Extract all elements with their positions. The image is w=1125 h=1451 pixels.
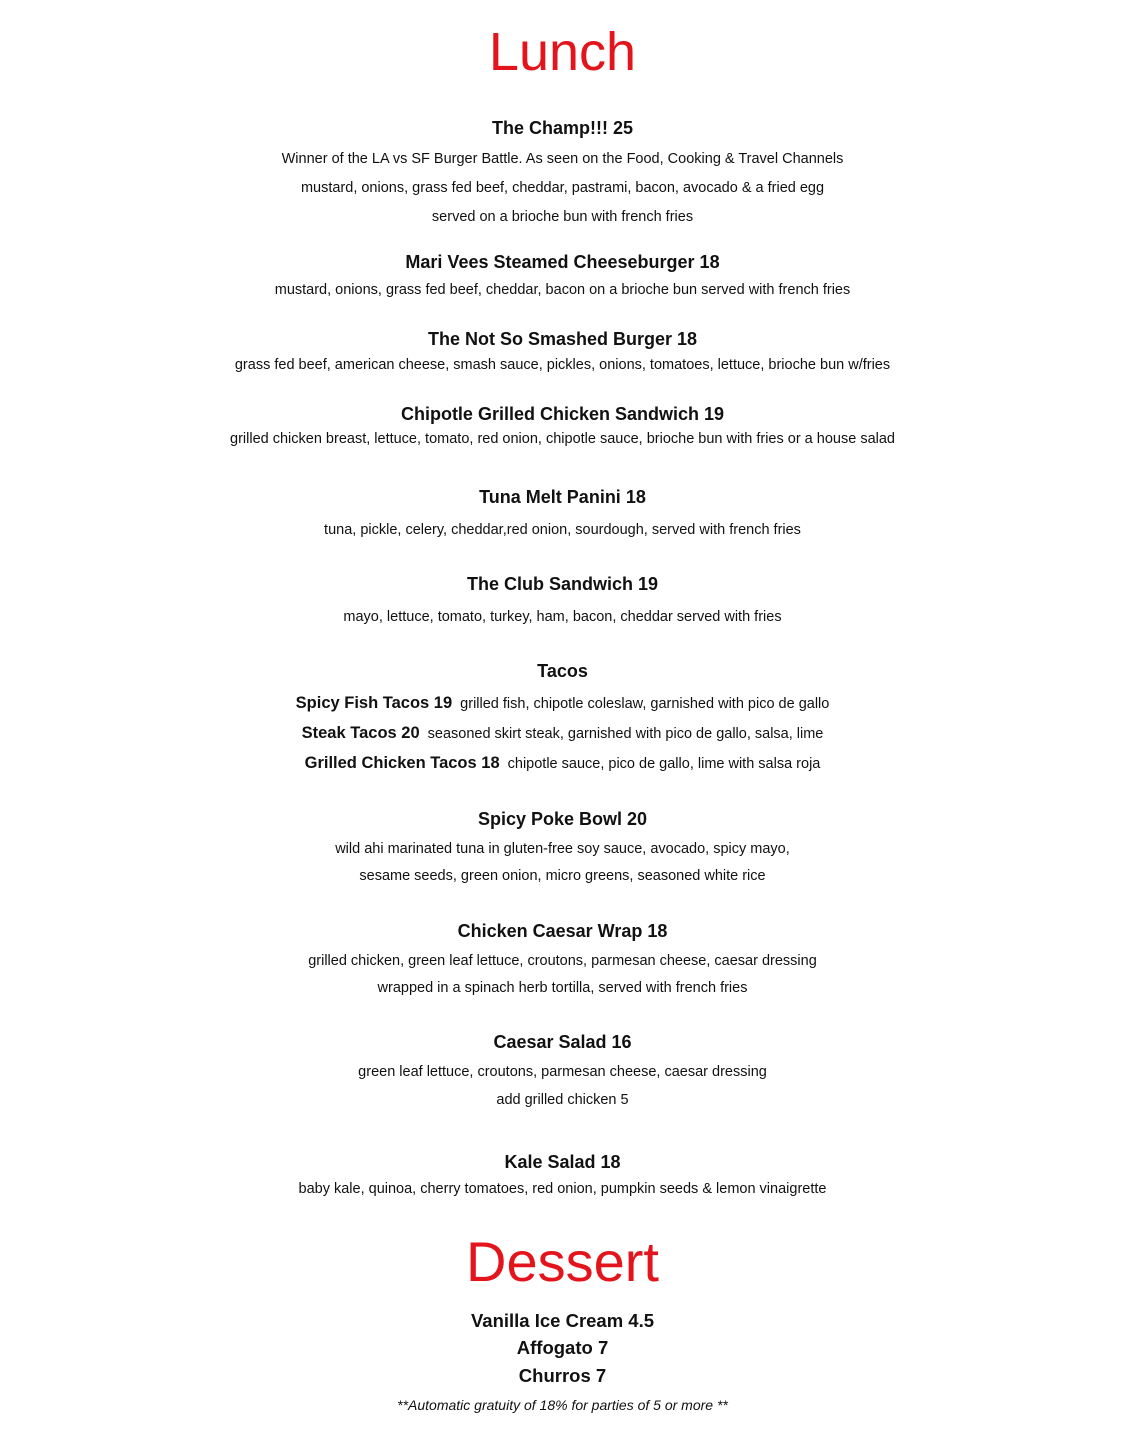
menu-item-description: wild ahi marinated tuna in gluten-free soy sauce, avocado, spicy mayo, xyxy=(335,841,790,857)
menu-item-description: mayo, lettuce, tomato, turkey, ham, bacon, cheddar served with fries xyxy=(343,609,782,625)
menu-item-description: served on a brioche bun with french fries xyxy=(431,209,694,225)
taco-name: Steak Tacos 20 xyxy=(301,724,420,742)
menu-item-description: sesame seeds, green onion, micro greens, seasoned white rice xyxy=(359,868,766,884)
taco-description: chipotle sauce, pico de gallo, lime with salsa roja xyxy=(507,756,821,772)
menu-item-description: add grilled chicken 5 xyxy=(496,1092,629,1108)
menu-item-description: grilled chicken, green leaf lettuce, croutons, parmesan cheese, caesar dressing xyxy=(308,953,817,969)
menu-item-description: Winner of the LA vs SF Burger Battle. As seen on the Food, Cooking & Travel Channels xyxy=(281,151,844,167)
taco-line xyxy=(0,693,1125,714)
dessert-item: Vanilla Ice Cream 4.5 xyxy=(470,1310,655,1331)
menu-item-title: The Champ!!! 25 xyxy=(491,118,633,138)
menu-item-title: Mari Vees Steamed Cheeseburger 18 xyxy=(405,252,720,272)
menu-item-description: mustard, onions, grass fed beef, cheddar, pastrami, bacon, avocado & a fried egg xyxy=(300,180,825,196)
taco-name: Grilled Chicken Tacos 18 xyxy=(304,754,500,772)
menu-item-title: Kale Salad 18 xyxy=(504,1152,621,1172)
menu-item-title: Chipotle Grilled Chicken Sandwich 19 xyxy=(400,404,725,424)
menu-item-title: Chicken Caesar Wrap 18 xyxy=(457,921,668,941)
menu-item-description: mustard, onions, grass fed beef, cheddar, bacon on a brioche bun served with french fries xyxy=(274,282,851,298)
menu-item-title: Caesar Salad 16 xyxy=(493,1032,632,1052)
menu-item-description: grass fed beef, american cheese, smash sauce, pickles, onions, tomatoes, lettuce, brioche bun w/fries xyxy=(234,357,891,373)
menu-item-description: wrapped in a spinach herb tortilla, served with french fries xyxy=(377,980,748,996)
menu-item-title: The Not So Smashed Burger 18 xyxy=(427,329,698,349)
dessert-item: Churros 7 xyxy=(518,1365,607,1386)
gratuity-note: **Automatic gratuity of 18% for parties of 5 or more ** xyxy=(397,1397,728,1413)
taco-line xyxy=(0,753,1125,774)
tacos-title: Tacos xyxy=(537,661,588,681)
menu-item-title: Spicy Poke Bowl 20 xyxy=(477,809,648,829)
dessert-heading: Dessert xyxy=(466,1230,659,1293)
menu-item-title: Tuna Melt Panini 18 xyxy=(479,487,646,507)
dessert-item: Affogato 7 xyxy=(516,1337,609,1358)
taco-line xyxy=(0,723,1125,744)
menu-item-description: baby kale, quinoa, cherry tomatoes, red onion, pumpkin seeds & lemon vinaigrette xyxy=(298,1181,827,1197)
menu-item-description: green leaf lettuce, croutons, parmesan cheese, caesar dressing xyxy=(358,1064,767,1080)
menu-item-description: tuna, pickle, celery, cheddar,red onion, sourdough, served with french fries xyxy=(324,522,801,538)
taco-description: seasoned skirt steak, garnished with pico de gallo, salsa, lime xyxy=(427,726,824,742)
menu-item-description: grilled chicken breast, lettuce, tomato, red onion, chipotle sauce, brioche bun with fries or a house salad xyxy=(230,431,895,447)
taco-name: Spicy Fish Tacos 19 xyxy=(295,694,453,712)
lunch-heading: Lunch xyxy=(488,22,637,82)
menu-item-title: The Club Sandwich 19 xyxy=(466,574,659,594)
taco-description: grilled fish, chipotle coleslaw, garnished with pico de gallo xyxy=(460,696,830,712)
